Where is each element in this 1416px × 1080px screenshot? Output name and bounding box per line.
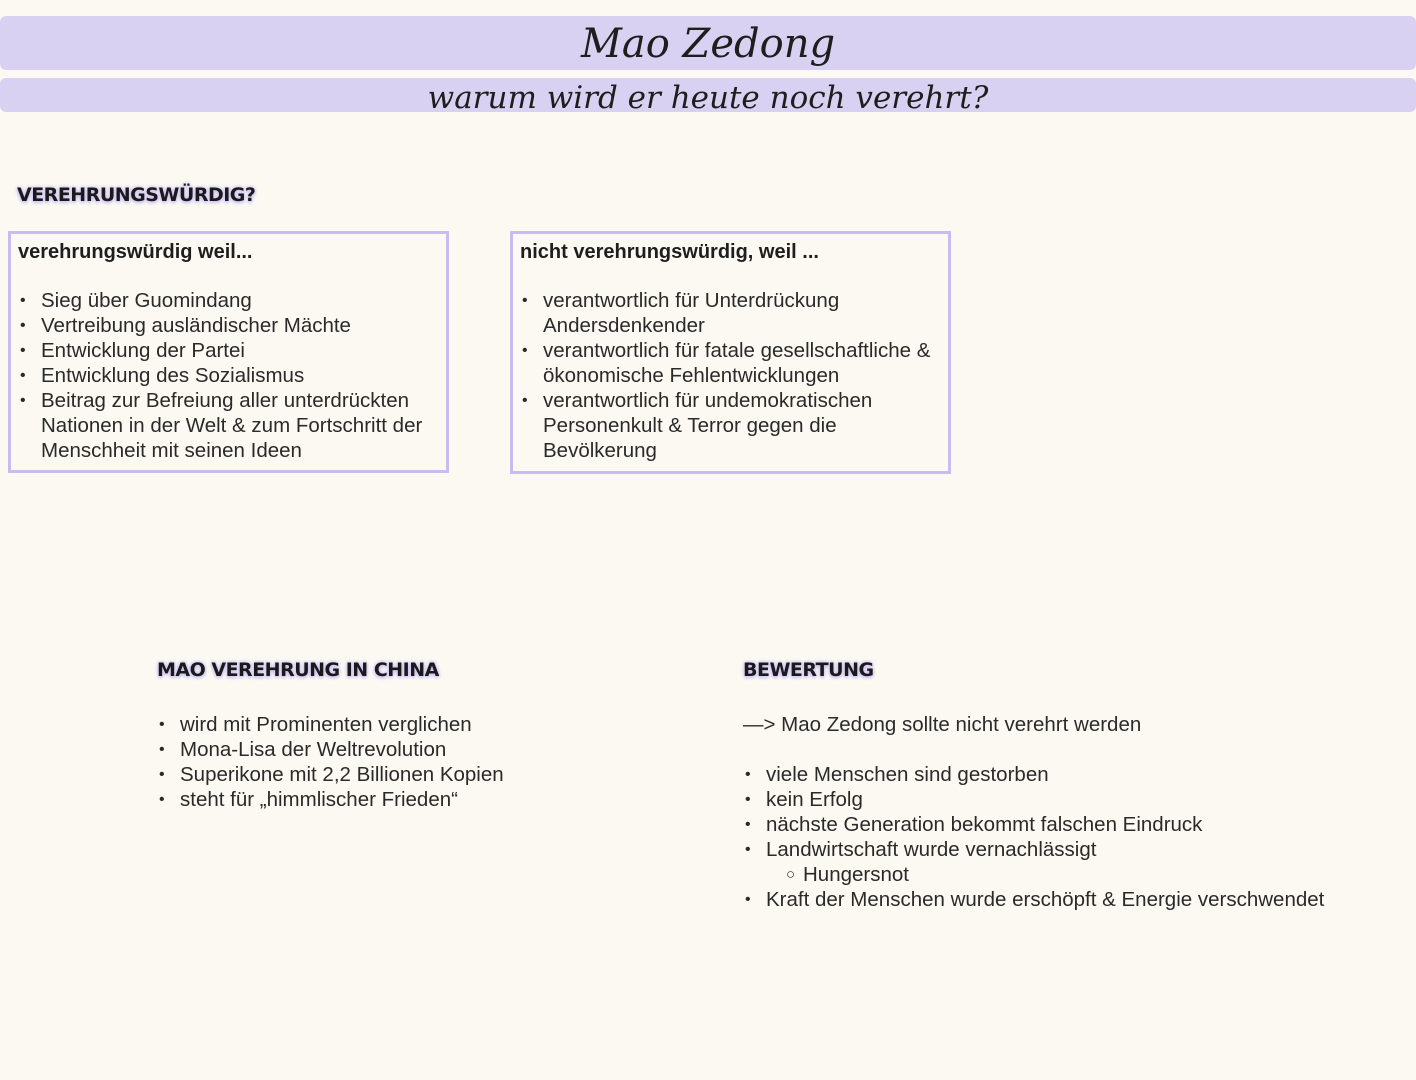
pro-box — [8, 231, 449, 473]
list-item: • verantwortlich für undemokratischen Personenkult & Terror gegen die Bevölkerung — [520, 388, 913, 463]
list-item: • kein Erfolg — [743, 787, 1403, 812]
list-item: • verantwortlich für Unterdrückung Andersdenkender — [520, 288, 843, 338]
sub-list — [766, 862, 1403, 887]
section-heading-verehrungswuerdig: VEREHRUNGSWÜRDIG? — [17, 184, 256, 206]
list-item: • Beitrag zur Befreiung aller unterdrückten Nationen in der Welt & zum Fortschritt der Menschheit mit seinen Ideen — [18, 388, 438, 463]
list-item-text: Landwirtschaft wurde vernachlässigt — [766, 838, 1097, 861]
list-item: • steht für „himmlischer Frieden“ — [157, 787, 677, 812]
list-item: • viele Menschen sind gestorben — [743, 762, 1403, 787]
list-item: • Sieg über Guomindang — [18, 288, 438, 313]
sub-list-item: ○ Hungersnot — [786, 862, 1403, 887]
con-box-title: nicht verehrungswürdig, weil ... — [520, 241, 819, 263]
list-item: • Superikone mit 2,2 Billionen Kopien — [157, 762, 677, 787]
china-list — [157, 712, 677, 812]
page-title: Mao Zedong — [580, 21, 836, 67]
con-list — [520, 288, 940, 463]
con-box — [510, 231, 951, 474]
list-item: • verantwortlich für fatale gesellschaftliche & ökonomische Fehlentwicklungen — [520, 338, 940, 388]
bewertung-content — [743, 712, 1403, 912]
bewertung-list — [743, 762, 1403, 912]
list-item: • Entwicklung der Partei — [18, 338, 438, 363]
section-heading-china: MAO VEREHRUNG IN CHINA — [157, 659, 439, 681]
section-heading-bewertung: BEWERTUNG — [743, 659, 874, 681]
list-item — [743, 837, 1403, 887]
list-item: • Vertreibung ausländischer Mächte — [18, 313, 438, 338]
list-item: • nächste Generation bekommt falschen Eindruck — [743, 812, 1403, 837]
conclusion-text: —> Mao Zedong sollte nicht verehrt werden — [743, 713, 1142, 736]
list-item: • Entwicklung des Sozialismus — [18, 363, 438, 388]
page-subtitle: warum wird er heute noch verehrt? — [427, 80, 989, 116]
pro-box-title: verehrungswürdig weil... — [18, 241, 253, 263]
pro-list — [18, 288, 438, 463]
list-item: • Kraft der Menschen wurde erschöpft & Energie verschwendet — [743, 887, 1403, 912]
list-item: • wird mit Prominenten verglichen — [157, 712, 677, 737]
list-item: • Mona-Lisa der Weltrevolution — [157, 737, 677, 762]
